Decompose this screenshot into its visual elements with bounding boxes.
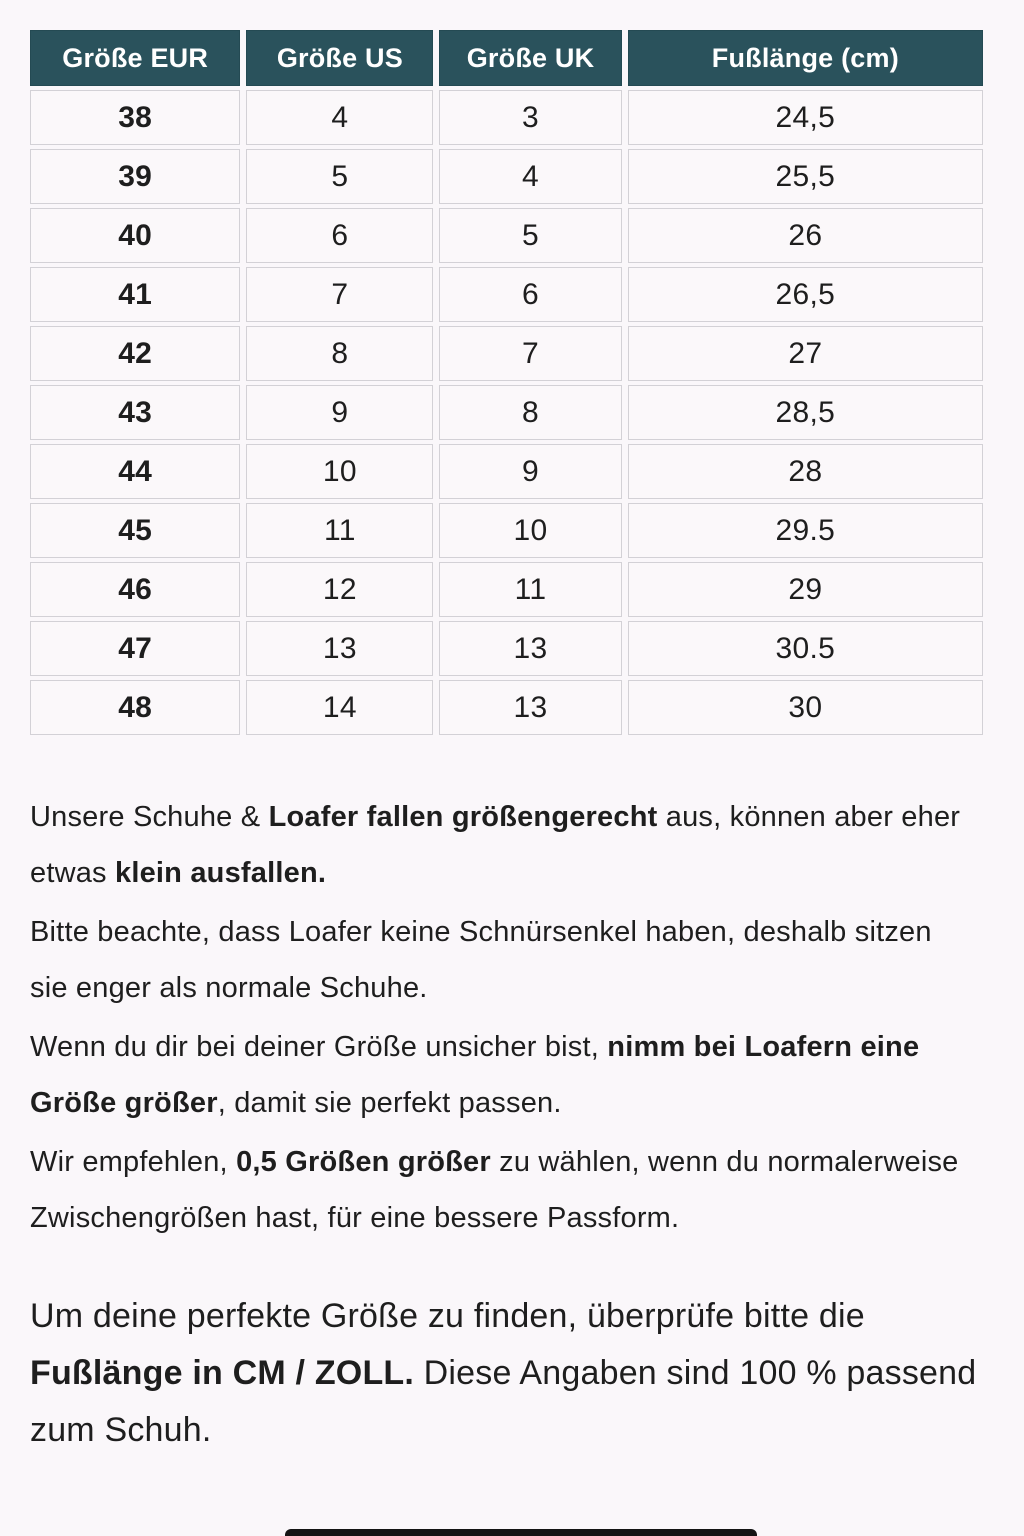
size-cell: 30.5 — [628, 621, 983, 676]
text-segment: Um deine perfekte Größe zu finden, überprüfe bitte die — [30, 1297, 865, 1335]
eur-size-cell: 38 — [30, 90, 240, 145]
size-cell: 26,5 — [628, 267, 983, 322]
text-segment: Bitte beachte, dass Loafer keine Schnürsenkel haben, deshalb sitzen sie enger als normale Schuhe. — [30, 916, 932, 1004]
footnote-paragraph — [30, 1288, 995, 1459]
sizing-notes — [30, 789, 975, 1459]
table-row — [30, 90, 983, 145]
text-segment: Diese Angaben sind 100 % passend zum Schuh. — [30, 1354, 977, 1449]
text-segment: Unsere Schuhe & — [30, 801, 269, 833]
size-cell: 5 — [246, 149, 433, 204]
size-table — [24, 26, 989, 739]
size-cell: 6 — [246, 208, 433, 263]
eur-size-cell: 45 — [30, 503, 240, 558]
size-cell: 24,5 — [628, 90, 983, 145]
text-segment: Loafer fallen größengerecht — [268, 801, 658, 833]
size-table-body — [30, 90, 983, 735]
size-cell: 27 — [628, 326, 983, 381]
note-paragraph — [30, 789, 975, 901]
bottom-cutoff-bar — [285, 1529, 757, 1536]
eur-size-cell: 43 — [30, 385, 240, 440]
size-cell: 4 — [439, 149, 621, 204]
table-row — [30, 385, 983, 440]
text-segment: nimm bei Loafern eine Größe größer — [30, 1031, 920, 1119]
size-cell: 29.5 — [628, 503, 983, 558]
table-row — [30, 621, 983, 676]
size-cell: 13 — [439, 621, 621, 676]
size-cell: 25,5 — [628, 149, 983, 204]
size-cell: 3 — [439, 90, 621, 145]
size-cell: 11 — [246, 503, 433, 558]
table-row — [30, 503, 983, 558]
size-cell: 11 — [439, 562, 621, 617]
text-segment: Fußlänge in CM / ZOLL. — [30, 1354, 415, 1392]
note-paragraph — [30, 1019, 975, 1131]
text-segment: Wenn du dir bei deiner Größe unsicher bist, — [30, 1031, 608, 1063]
eur-size-cell: 39 — [30, 149, 240, 204]
eur-size-cell: 42 — [30, 326, 240, 381]
eur-size-cell: 48 — [30, 680, 240, 735]
size-cell: 9 — [246, 385, 433, 440]
size-cell: 28 — [628, 444, 983, 499]
text-segment: klein ausfallen. — [115, 857, 327, 889]
table-row — [30, 149, 983, 204]
column-header: Fußlänge (cm) — [628, 30, 983, 86]
size-cell: 28,5 — [628, 385, 983, 440]
size-cell: 13 — [439, 680, 621, 735]
size-cell: 10 — [439, 503, 621, 558]
text-segment: , damit sie perfekt passen. — [217, 1087, 562, 1119]
eur-size-cell: 46 — [30, 562, 240, 617]
text-segment: 0,5 Größen größer — [236, 1146, 491, 1178]
size-cell: 8 — [246, 326, 433, 381]
size-cell: 13 — [246, 621, 433, 676]
size-cell: 7 — [439, 326, 621, 381]
size-cell: 9 — [439, 444, 621, 499]
text-segment: aus, können aber eher etwas — [30, 801, 961, 889]
table-row — [30, 326, 983, 381]
size-cell: 30 — [628, 680, 983, 735]
size-cell: 7 — [246, 267, 433, 322]
note-paragraph — [30, 1134, 975, 1246]
table-row — [30, 208, 983, 263]
size-cell: 26 — [628, 208, 983, 263]
size-cell: 12 — [246, 562, 433, 617]
size-cell: 4 — [246, 90, 433, 145]
eur-size-cell: 40 — [30, 208, 240, 263]
size-cell: 29 — [628, 562, 983, 617]
table-row — [30, 444, 983, 499]
column-header: Größe UK — [439, 30, 621, 86]
note-paragraph — [30, 904, 975, 1016]
size-cell: 10 — [246, 444, 433, 499]
column-header: Größe US — [246, 30, 433, 86]
eur-size-cell: 47 — [30, 621, 240, 676]
size-cell: 6 — [439, 267, 621, 322]
table-row — [30, 267, 983, 322]
eur-size-cell: 41 — [30, 267, 240, 322]
eur-size-cell: 44 — [30, 444, 240, 499]
size-cell: 8 — [439, 385, 621, 440]
text-segment: zu wählen, wenn du normalerweise Zwischengrößen hast, für eine bessere Passform. — [30, 1146, 959, 1234]
size-table-header-row — [30, 30, 983, 86]
size-cell: 14 — [246, 680, 433, 735]
text-segment: Wir empfehlen, — [30, 1146, 237, 1178]
table-row — [30, 680, 983, 735]
table-row — [30, 562, 983, 617]
column-header: Größe EUR — [30, 30, 240, 86]
size-cell: 5 — [439, 208, 621, 263]
